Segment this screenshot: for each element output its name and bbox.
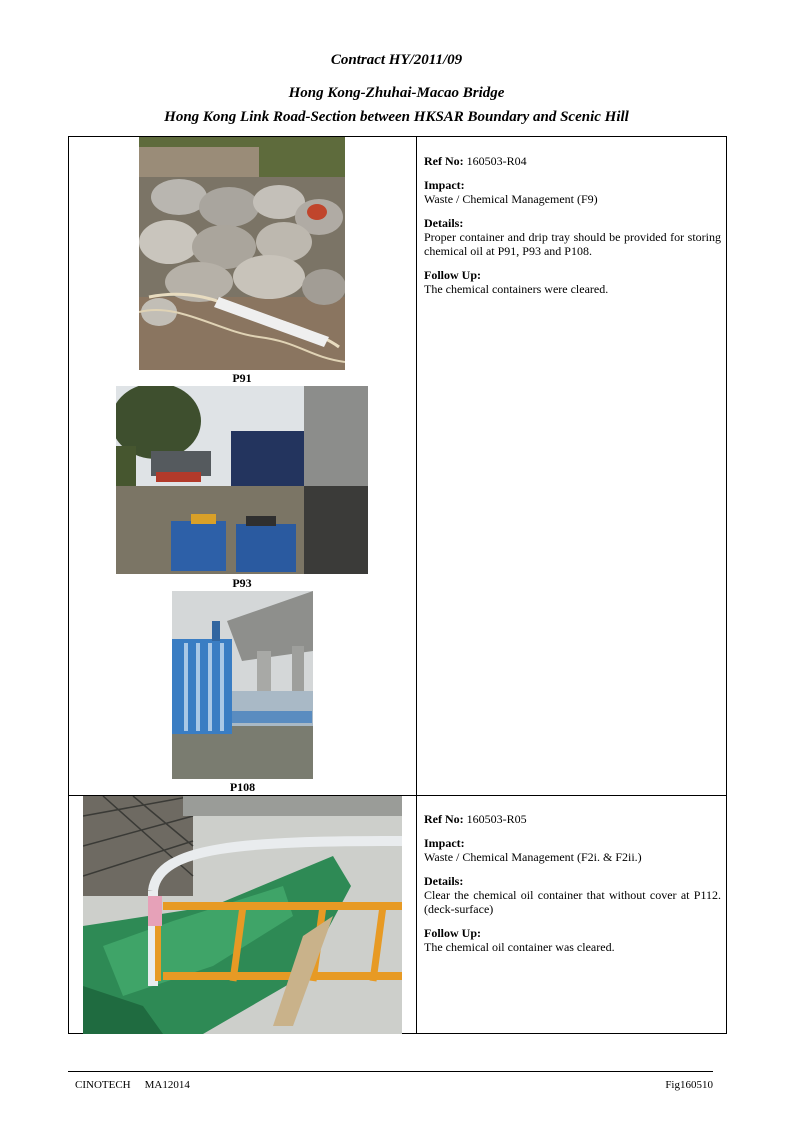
footer-rule xyxy=(68,1071,713,1072)
column-divider xyxy=(416,137,417,1033)
details-label: Details: xyxy=(424,874,464,888)
followup-label: Follow Up: xyxy=(424,926,481,940)
section-title: Hong Kong Link Road-Section between HKSAR Boundary and Scenic Hill xyxy=(164,109,629,125)
followup-label: Follow Up: xyxy=(424,268,481,282)
rock-pile-photo xyxy=(139,137,345,370)
footer-fig: Fig160510 xyxy=(665,1079,713,1091)
photo-caption-p91: P91 xyxy=(232,371,252,385)
photo-caption-p108: P108 xyxy=(229,780,256,794)
impact-label: Impact: xyxy=(424,836,465,850)
followup-value: The chemical containers were cleared. xyxy=(424,282,609,296)
details-value: Proper container and drip tray should be provided for storing chemical oil at P91, P93 and P108. xyxy=(424,230,721,258)
blue-container-photo xyxy=(116,386,368,574)
contract-title: Contract HY/2011/09 xyxy=(330,52,463,68)
footer-company: CINOTECH xyxy=(75,1079,131,1091)
record-1-details xyxy=(424,154,721,306)
impact-value: Waste / Chemical Management (F2i. & F2ii.) xyxy=(424,850,642,864)
project-title: Hong Kong-Zhuhai-Macao Bridge xyxy=(288,85,505,101)
barrier-tarp-photo xyxy=(83,796,402,1034)
ref-label: Ref No: xyxy=(424,812,464,826)
ref-value: 160503-R05 xyxy=(466,812,527,826)
footer-doc-code: MA12014 xyxy=(144,1079,190,1091)
ref-value: 160503-R04 xyxy=(466,154,527,168)
photo-caption-p93: P93 xyxy=(232,576,252,590)
record-2-details xyxy=(424,812,721,964)
ref-label: Ref No: xyxy=(424,154,464,168)
impact-label: Impact: xyxy=(424,178,465,192)
footer-left xyxy=(75,1079,204,1091)
details-value: Clear the chemical oil container that without cover at P112. (deck-surface) xyxy=(424,888,721,916)
followup-value: The chemical oil container was cleared. xyxy=(424,940,615,954)
impact-value: Waste / Chemical Management (F9) xyxy=(424,192,598,206)
observation-table xyxy=(68,136,727,1034)
bridge-deck-photo xyxy=(172,591,313,779)
details-label: Details: xyxy=(424,216,464,230)
